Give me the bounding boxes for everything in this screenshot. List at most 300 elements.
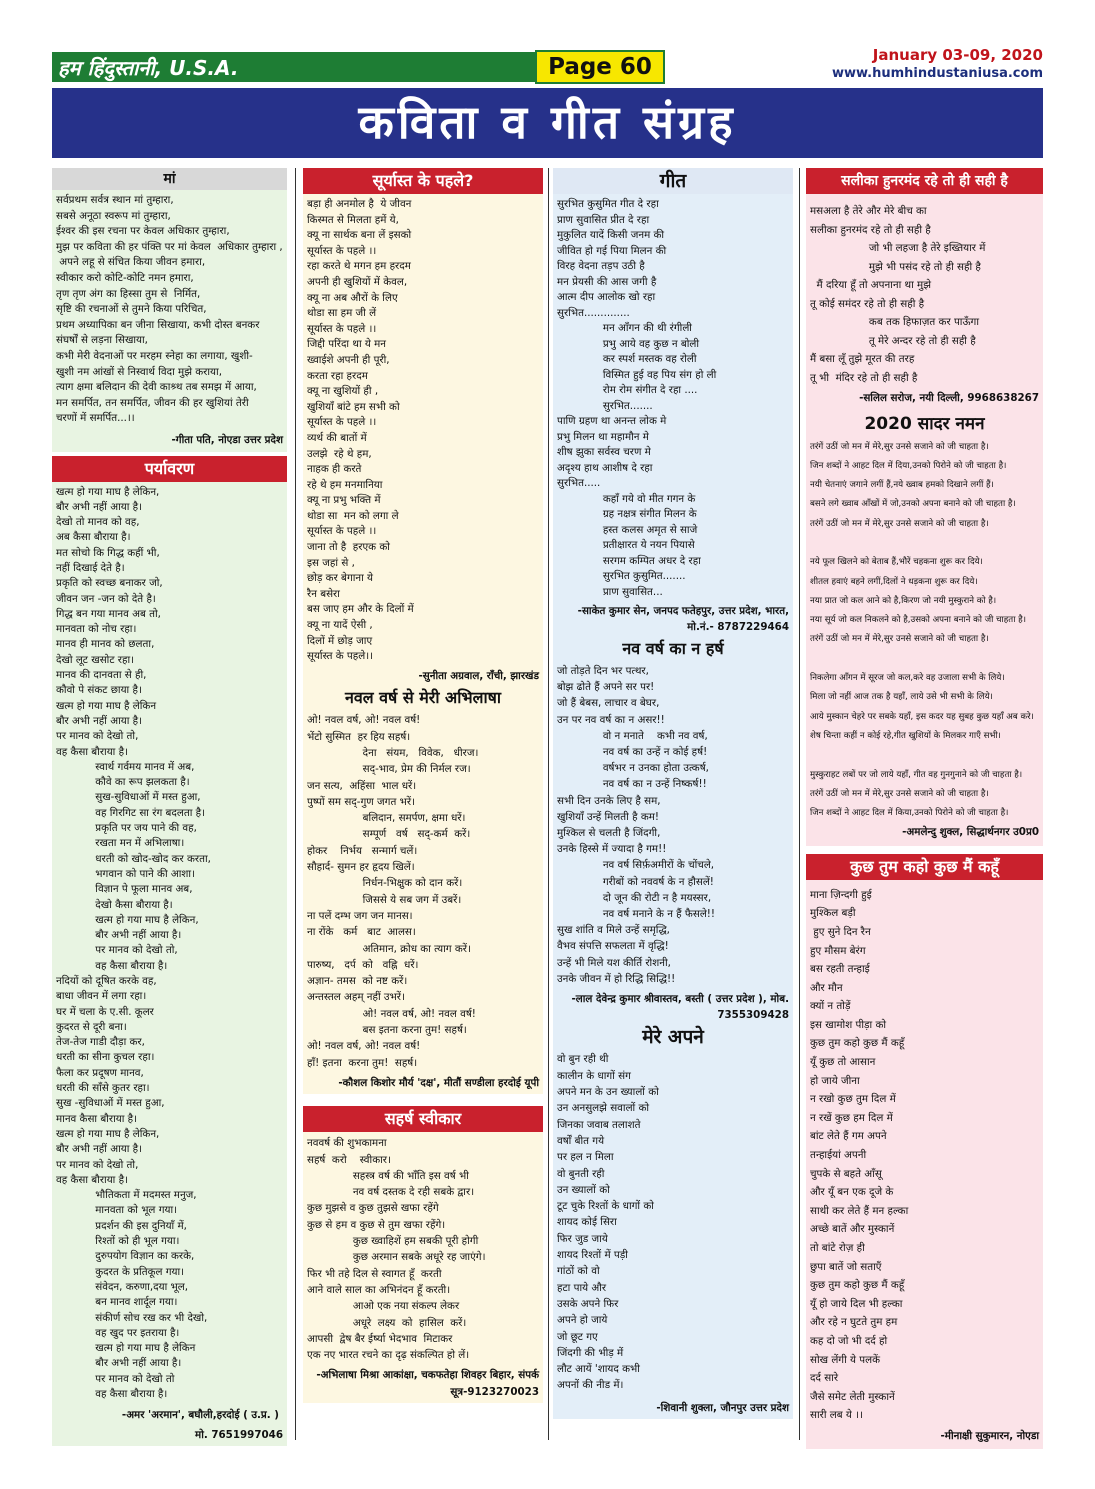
- poem-line: तू भी मंदिर रहे तो ही सही है: [810, 371, 918, 384]
- section-banner: [52, 88, 1043, 158]
- poem-line: तरंगें उठीं जो मन में मेरे,सुर उनसे सजाने को जी चाहता है।: [810, 788, 989, 799]
- poem-line: प्राण सुवासित...: [557, 585, 663, 598]
- poem-signature: -सुनीता अग्रवाल, राँची, झारखंड: [418, 669, 539, 682]
- poem-line: तेज-तेज गाडी दौड़ा कर,: [56, 1036, 145, 1049]
- poem-line: मुश्किल से चलती है जिंदगी,: [557, 827, 661, 840]
- poem-signature: -अमर 'अरमान', बघौली,हरदोई ( उ.प्र. ): [121, 1409, 279, 1422]
- poem-line: मन समर्पित, तन समर्पित, जीवन की हर खुशियां तेरी: [56, 396, 249, 409]
- poem-line: अपने हो जाये: [557, 1314, 608, 1327]
- poem-line: उलझे रहे थे हम,: [307, 447, 372, 460]
- poem-line: वर्षों बीत गये: [557, 1134, 605, 1147]
- poem-line: बड़ा ही अनमोल है ये जीवन: [307, 198, 412, 210]
- poem-lines: [307, 1135, 539, 1363]
- poem-line: हटा पाये और: [557, 1281, 607, 1294]
- page-number: Page 60: [548, 54, 652, 80]
- poem-line: संवेदन, करुणा,दया भूल,: [56, 1280, 189, 1293]
- poem-line: बांट लेते हैं गम अपने: [810, 1130, 887, 1143]
- poem-line: शायद कोई सिरा: [557, 1216, 617, 1229]
- poem-line: वह खुद पर इतराया है।: [56, 1326, 180, 1339]
- poem-line: प्रदर्शन की इस दुनियाँ में,: [56, 1219, 187, 1232]
- poem-line: गांठों को वो: [557, 1265, 600, 1278]
- poem-line: जीवित हो गई पिया मिलन की: [557, 244, 667, 257]
- poem-line: तरंगें उठीं जो मन में मेरे,सुर उनसे सजाने को जी चाहता है।: [810, 441, 989, 452]
- poem-line: ग्रह नक्षत्र संगीत मिलन के: [557, 508, 697, 520]
- poem-line: उन्हें भी मिले यश कीर्ति रोशनी,: [557, 956, 671, 969]
- poem-line: स्वीकार करो कोटि-कोटि नमन हमारा,: [56, 271, 194, 284]
- poem-line: आये मुस्कान चेहरे पर सबके यहाँ, इस कदर यह सुबह कुछ यहाँ अब करे।: [810, 711, 1034, 722]
- poem-line: फिर भी तहे दिल से स्वागत हूँ करती: [307, 1267, 442, 1280]
- poem-line: उनके जीवन में हो रिद्धि सिद्धि!!: [557, 972, 676, 985]
- poem-line: जो हैं बेबस, लाचार व बेघर,: [557, 697, 660, 710]
- poem-line: क्यों न तोड़ें: [810, 1000, 851, 1013]
- poem-lines: [307, 712, 539, 1071]
- poem-saleeka: [806, 194, 1043, 411]
- poem-signature: -साकेत कुमार सेन, जनपद फतेहपुर, उत्तर प्रदेश, भारत, मो.नं.- 8787229464: [577, 605, 789, 633]
- poem-line: न रखो कुछ तुम दिल में: [810, 1093, 896, 1106]
- poem-line: शीष झुका सर्वस्व चरण मे: [557, 446, 651, 458]
- poem-line: उन पर नव वर्ष का न असर!!: [557, 713, 665, 726]
- poem-line: उनके हिस्से में ज्यादा है गम!!: [557, 843, 667, 856]
- poem-line: सुख -सुविधाओं में मस्त हुआ,: [56, 1097, 165, 1110]
- poem-line: मैं दरिया हूँ तो अपनाना था मुझे: [810, 279, 931, 291]
- poem-line: मुस्कुराहट लबों पर जो लाये यहाँ, गीत वह गुनगुनाने को जी चाहता है।: [810, 769, 1023, 780]
- poem-line: प्रभु आये वह कुछ न बोली: [557, 337, 700, 350]
- poem-line: पाणि ग्रहण था अनन्त लोक मे: [557, 415, 667, 427]
- poem-line: सुरभित.......: [557, 399, 653, 412]
- poem-line: क्यू ना प्रभु भक्ति में: [307, 494, 381, 507]
- poem-signature: -गीता पति, नोएडा उत्तर प्रदेश: [171, 433, 283, 446]
- poem-saharsh: [303, 1132, 543, 1403]
- poem-line: फैला कर प्रदूषण मानव,: [56, 1066, 144, 1079]
- poem-geet: [553, 194, 793, 638]
- poem-line: कौवे का रूप झलकता है।: [56, 776, 190, 789]
- poem-line: मानव ही मानव को छलता,: [56, 638, 155, 651]
- poem-line: जिंदगी की भीड़ में: [557, 1346, 624, 1359]
- poem-line: बस जाए हम और के दिलों में: [307, 603, 414, 616]
- poem-line: उन ख्यालों को: [557, 1183, 610, 1196]
- poem-line: तरंगें उठीं जो मन में मेरे,सुर उनसे सजाने को जी चाहता है।: [810, 634, 989, 645]
- poem-line: प्रकृति को स्वच्छ बनाकर जो,: [56, 577, 163, 590]
- poem-line: सर्वप्रथम सर्वत्र स्थान मां तुम्हारा,: [56, 194, 174, 206]
- poem-line: खत्म हो गया माघ है लेकिन,: [56, 485, 160, 498]
- poem-line: आत्म दीप आलोक खो रहा: [557, 291, 656, 303]
- poem-title-naman: 2020 सादर नमन: [806, 411, 1043, 435]
- poem-line: मुकुलित यादें किसी जनम की: [557, 229, 665, 241]
- poem-line: अच्छे बातें और मुस्कानें: [810, 1223, 895, 1236]
- poem-line: देखो तो मानव को वह,: [56, 516, 140, 529]
- poem-line: जिनका जवाब तलाशते: [557, 1118, 641, 1131]
- poem-line: सूर्यास्त के पहले ।।: [307, 322, 377, 335]
- poem-line: तो बांटे रोज़ ही: [810, 1242, 865, 1255]
- poem-line: और यूँ बन एक दूजे के: [810, 1186, 894, 1199]
- poem-line: विरह वेदना तड़प उठी है: [557, 260, 645, 272]
- poem-line: बौर अभी नहीं आया है।: [56, 1357, 182, 1370]
- poem-line: कुछ तुम कहो कुछ मैं कहूँ: [810, 1279, 905, 1292]
- poem-maa: [52, 190, 287, 452]
- poem-line: मुझे भी पसंद रहे तो ही सही है: [810, 260, 981, 273]
- poem-line: बोझ ढोते हैं अपने सर पर!: [557, 681, 655, 694]
- poem-line: न रखें कुछ हम दिल में: [810, 1111, 893, 1124]
- poem-line: पर मानव को देखो तो,: [56, 944, 178, 957]
- poem-line: हुए सुने दिन रैन: [810, 925, 871, 938]
- poem-line: भौतिकता में मदमस्त मनुज,: [56, 1189, 197, 1202]
- poem-line: शेष चिन्ता कहीं न कोई रहे,गीत खुशियों के मिलकर गाएँ सभी।: [810, 730, 1001, 741]
- poem-line: वैभव संपत्ति सफलता में वृद्धि!: [557, 940, 669, 953]
- poem-phone: मो. 7651997046: [195, 1428, 283, 1441]
- poem-line: क्यू ना यादें ऐसी ,: [307, 619, 373, 632]
- poem-line: कुदरत से दूरी बना।: [56, 1020, 127, 1033]
- poem-line: ओ! नवल वर्ष, ओ! नवल वर्ष!: [307, 1007, 476, 1020]
- poem-line: साथी कर लेते हैं मन हल्का: [810, 1204, 909, 1217]
- poem-line: नया सूर्य जो कल निकलने को है,उसको अपना बनाने को जी चाहता है।: [810, 615, 1026, 626]
- poem-naman: [806, 435, 1043, 846]
- poem-line: यूँ हो जाये दिल भी हल्का: [810, 1297, 903, 1310]
- poem-line: भगवान को पाने की आशा।: [56, 867, 195, 880]
- poem-line: जो छूट गए: [557, 1330, 598, 1343]
- poem-line: नव वर्ष का न उन्हें निष्कर्ष!!: [557, 778, 707, 791]
- poem-lines: [56, 485, 283, 1403]
- poem-line: धरती की साँसे कुतर रहा।: [56, 1082, 150, 1095]
- poem-line: शीतल हवाएं बहने लगीं,दिलों ने धड़कना शुरू कर दिये।: [810, 576, 978, 587]
- poem-line: सुख-सुविधाओं में मस्त हुआ,: [56, 791, 201, 804]
- poem-line: व्यर्थ की बातों में: [307, 431, 367, 444]
- poem-line: नदियों को दूषित करके वह,: [56, 975, 157, 987]
- poem-line: अज्ञान- तमस को नष्ट करें।: [307, 975, 408, 988]
- poem-line: आपसी द्वेष बैर ईर्ष्या भेदभाव मिटाकर: [307, 1332, 453, 1345]
- poem-line: रोम रोम संगीत दे रहा ....: [557, 384, 698, 396]
- column-divider: [799, 168, 800, 1440]
- page-number-box: [535, 50, 665, 84]
- poem-line: जैसे समेट लेती मुस्कानें: [810, 1390, 895, 1403]
- poem-line: [810, 746, 1039, 765]
- poem-line: यूँ कुछ तो आसान: [810, 1056, 876, 1069]
- poem-line: प्रतीक्षारत ये नयन पियासे: [557, 539, 695, 551]
- poem-line: वर्षभर न उनका होता उत्कर्ष,: [557, 762, 709, 775]
- poem-line: खुशी नम आंखों से निस्वार्थ विदा मुझे कराया,: [56, 365, 222, 378]
- poem-line: अपने लहू से संचित किया जीवन हमारा,: [56, 256, 206, 269]
- poem-line: रहे थे हम मनमानिया: [307, 478, 383, 491]
- poem-title-geet: गीत: [553, 168, 793, 194]
- poem-line: नववर्ष की शुभकामना: [307, 1137, 387, 1150]
- column-2: [303, 168, 543, 1403]
- poem-signature: -शिवानी शुक्ला, जौनपुर उत्तर प्रदेश: [656, 1401, 789, 1414]
- poem-line: विज्ञान पे फूला मानव अब,: [56, 883, 193, 896]
- poem-line: सुख शांति व मिले उन्हें समृद्धि,: [557, 924, 670, 937]
- poem-line: नव वर्ष का उन्हें न कोई हर्ष!: [557, 746, 708, 759]
- poem-line: ना पलें दम्भ जग जन मानस।: [307, 909, 413, 922]
- poem-line: हाँ! इतना करना तुम! सहर्ष।: [307, 1056, 418, 1069]
- poem-kuchtum: [806, 880, 1043, 1449]
- poem-line: मानव की दानवता से ही,: [56, 669, 147, 682]
- poem-line: कह दो जो भी दर्द हो: [810, 1334, 888, 1347]
- poem-line: चरणों में समर्पित...।।: [56, 412, 135, 425]
- poem-line: कुदरत के प्रतिकूल गया।: [56, 1265, 185, 1278]
- poem-line: माना ज़िन्दगी हुई: [810, 888, 872, 901]
- poem-line: मत सोचो कि गिद्ध कहीं भी,: [56, 546, 160, 559]
- poem-line: नये फूल खिलने को बेताब हैं,भौरें चहकना शुरू कर दिये।: [810, 557, 983, 568]
- poem-line: और रहे न घुटते तुम हम: [810, 1316, 898, 1329]
- column-4: [806, 168, 1043, 1449]
- poem-line: सद्-भाव, प्रेम की निर्मल रज।: [307, 763, 471, 776]
- poem-line: आने वाले साल का अभिनंदन हूँ करती।: [307, 1283, 451, 1296]
- poem-line: [810, 650, 1039, 669]
- poem-line: [810, 534, 1039, 553]
- poem-line: धरती को खोद-खोद कर करता,: [56, 852, 211, 865]
- poem-line: सोख लेंगी ये पलकें: [810, 1353, 881, 1366]
- poem-line: नया प्रात जो कल आने को है,किरण जो नयी मुस्कुराने को है।: [810, 595, 997, 606]
- poem-title-navvarsh: नव वर्ष का न हर्ष: [553, 638, 793, 660]
- poem-line: और मौन: [810, 981, 843, 994]
- poem-line: सलीका हुनरमंद रहे तो ही सही है: [810, 223, 931, 236]
- poem-line: सरगम कम्पित अधर दे रहा: [557, 554, 701, 567]
- poem-title-naval: नवल वर्ष से मेरी अभिलाषा: [303, 687, 543, 709]
- poem-line: सहर्ष करो स्वीकार।: [307, 1153, 391, 1166]
- poem-line: नहीं दिखाई देते है।: [56, 561, 125, 574]
- poem-line: सौहार्द- सुमन हर हृदय खिलें।: [307, 861, 415, 874]
- poem-line: पर मानव को देखो तो,: [56, 1158, 139, 1171]
- poem-line: सम्पूर्ण वर्ष सद्-कर्म करें।: [307, 828, 471, 841]
- poem-line: रखता मन में अभिलाषा।: [56, 837, 185, 850]
- poem-signature: -सलिल सरोज, नयी दिल्ली, 9968638267: [859, 392, 1039, 404]
- poem-line: अब कैसा बौराया है।: [56, 531, 131, 544]
- poem-line: इस खामोश पीड़ा को: [810, 1018, 887, 1031]
- poem-line: देखो लूट खसोट रहा।: [56, 653, 135, 666]
- poem-line: जिससे ये सब जग में उबरें।: [307, 893, 462, 906]
- poem-line: तृण तृण अंग का हिस्सा तुम से निर्मित,: [56, 287, 201, 300]
- poem-line: इस जहां से ,: [307, 556, 355, 569]
- poem-signature: -अभिलाषा मिश्रा आकांक्षा, चकफतेहा शिवहर बिहार, संपर्क सूत्र-9123270023: [316, 1369, 539, 1398]
- poem-line: संकीर्ण सोच रख कर भी देखो,: [56, 1311, 208, 1324]
- poem-line: थोडा सा हम जी लें: [307, 307, 377, 320]
- website-link[interactable]: www.humhindustaniusa.com: [831, 66, 1043, 81]
- poem-line: वो बुन रही थी: [557, 1053, 609, 1066]
- poem-line: जीवन जन -जन को देते है।: [56, 592, 156, 605]
- poem-line: दिलों में छोड़ जाए: [307, 634, 373, 647]
- poem-line: देखो कैसा बौराया है।: [56, 898, 173, 911]
- poem-line: मैं बसा लूँ तुझे मूरत की तरह: [810, 353, 915, 365]
- poem-line: कुछ अरमान सबके अधूरे रह जाएंगे।: [307, 1251, 486, 1264]
- poem-line: सुरभित कुसुमित गीत दे रहा: [557, 198, 659, 210]
- poem-line: सभी दिन उनके लिए है सम,: [557, 794, 661, 807]
- poem-line: मन आँगन की थी रंगीली: [557, 322, 692, 334]
- poem-suryast: [303, 194, 543, 687]
- poem-line: चुपके से बहते आँसू: [810, 1167, 882, 1180]
- poem-line: क्यू ना खुशियों ही ,: [307, 385, 379, 398]
- poem-line: सुरभित..............: [557, 306, 630, 319]
- poem-lines: [557, 197, 789, 600]
- poem-title-paryavaran: पर्यावरण: [52, 456, 287, 482]
- banner-title: कविता व गीत संग्रह: [358, 95, 737, 149]
- poem-line: कुछ मुझसे व कुछ तुझसे खफा रहेंगे: [307, 1202, 439, 1215]
- poem-line: सुरभित कुसुमित.......: [557, 570, 686, 582]
- poem-line: उन अनसुलझे सवालों को: [557, 1102, 650, 1115]
- poem-line: अपनों की नीड में।: [557, 1379, 624, 1392]
- poem-signature: -अमलेन्दु शुक्ल, सिद्धार्थनगर उ0प्र0: [902, 826, 1039, 839]
- poem-line: देना संयम, विवेक, धीरज।: [307, 747, 479, 759]
- poem-line: मिला जो नहीं आज तक है यहाँ, लाये उसे भी सभी के लिये।: [810, 692, 993, 703]
- poem-line: ख्वाईशे अपनी ही पूरी,: [307, 353, 390, 366]
- poem-line: कालीन के धागों संग: [557, 1069, 631, 1082]
- poem-line: सारी लब ये ।।: [810, 1409, 863, 1422]
- poem-line: तन्हाईयां अपनी: [810, 1149, 867, 1162]
- poem-line: कुछ ख्वाहिशें हम सबकी पूरी होगी: [307, 1235, 479, 1248]
- poem-line: करता रहा हरदम: [307, 369, 368, 382]
- poem-line: तरंगें उठीं जो मन में मेरे,सुर उनसे सजाने को जी चाहता है।: [810, 518, 989, 529]
- poem-line: ना रोंके कर्म बाट आलस।: [307, 926, 416, 939]
- poem-line: नव वर्ष सिर्फ़अमीरों के चोंचले,: [557, 859, 715, 872]
- poem-line: सूर्यास्त के पहले ।।: [307, 416, 377, 429]
- poem-line: होकर निर्भय सन्मार्ग चलें।: [307, 844, 418, 857]
- poem-line: मुश्किल बड़ी: [810, 907, 856, 920]
- poem-line: छोड़ कर बेगाना ये: [307, 572, 374, 585]
- poem-line: प्रकृति पर जय पाने की वह,: [56, 822, 197, 835]
- poem-line: कभी मेरी वेदनाओं पर मरहम स्नेहा का लगाया, खुशी-: [56, 349, 253, 362]
- poem-signature: -मीनाक्षी सुकुमारन, नोएडा: [940, 1429, 1039, 1442]
- poem-line: सहस्त्र वर्ष की भाँति इस वर्ष भी: [307, 1169, 469, 1182]
- poem-line: क्यू ना सार्थक बना लें इसको: [307, 229, 412, 242]
- poem-line: कर स्पर्श मस्तक वह रोली: [557, 353, 697, 365]
- poem-line: धरती का सीना कुचल रहा।: [56, 1051, 155, 1064]
- poem-title-saleeka: सलीका हुनरमंद रहे तो ही सही है: [806, 168, 1043, 194]
- poem-line: दर्द सारे: [810, 1372, 839, 1385]
- poem-line: नव वर्ष मनाने के न हैं फैसले!!: [557, 908, 716, 921]
- poem-signature: -लाल देवेन्द्र कुमार श्रीवास्तव, बस्ती ( उत्तर प्रदेश ), मोब. 7355309428: [571, 993, 789, 1022]
- poem-line: उसके अपने फिर: [557, 1297, 619, 1310]
- poem-title-mereapne: मेरे अपने: [553, 1026, 793, 1048]
- poem-lines: [810, 886, 1039, 1425]
- poem-line: एक नए भारत रचने का दृढ़ संकल्पित हो लें।: [307, 1349, 470, 1362]
- poem-signature: -कौशल किशोर मौर्य 'दक्ष', मीतौं सण्डीला हरदोई यूपी: [338, 1076, 539, 1089]
- poem-line: वह कैसा बौराया है।: [56, 1388, 168, 1401]
- poem-line: खुशियाँ बांटे हम सभी को: [307, 400, 400, 413]
- poem-line: मन प्रेयसी की आस जगी है: [557, 275, 657, 288]
- poem-lines: [810, 202, 1039, 387]
- poem-line: शायद रिश्तों में पड़ी: [557, 1249, 628, 1262]
- poem-line: पारुष्य, दर्प को वह्नि धरें।: [307, 958, 419, 971]
- poem-lines: [810, 438, 1039, 824]
- poem-line: सुरभित.....: [557, 477, 601, 489]
- poem-line: वो बुनती रही: [557, 1167, 605, 1180]
- poem-line: ईश्वर की इस रचना पर केवल अधिकार तुम्हारा,: [56, 225, 230, 238]
- poem-line: भेंटो सुस्मित हर हिय सहर्ष।: [307, 730, 411, 743]
- poem-line: पर मानव को देखो तो: [56, 1372, 175, 1385]
- poem-line: अपने मन के उन ख्यालों को: [557, 1086, 659, 1099]
- poem-line: विस्मित हुई वह पिय संग हो ली: [557, 368, 717, 381]
- poem-lines: [557, 663, 789, 987]
- poem-line: मानवता को भूल गया।: [56, 1204, 178, 1217]
- poem-line: सबसे अनूठा स्वरूप मां तुम्हारा,: [56, 209, 171, 222]
- poem-title-saharsh: सहर्ष स्वीकार: [303, 1106, 543, 1132]
- poem-line: निकलेगा आँगन में सूरज जो कल,करे वह उजाला सभी के लिये।: [810, 673, 1005, 684]
- poem-line: मानवता को नोच रहा।: [56, 623, 137, 636]
- poem-line: जिन शब्दों ने आहट दिल में किया,उनको पिरोने को जी चाहता है।: [810, 808, 1009, 819]
- poem-line: दो जून की रोटी न है मयस्सर,: [557, 891, 712, 904]
- poem-line: खत्म हो गया माघ है लेकिन: [56, 699, 157, 712]
- poem-line: ओ! नवल वर्ष, ओ! नवल वर्ष!: [307, 714, 421, 727]
- column-divider: [295, 168, 296, 1440]
- poem-line: बौर अभी नहीं आया है।: [56, 500, 143, 513]
- poem-line: अन्तस्तल अहम् नहीं उभरें।: [307, 991, 405, 1004]
- poem-line: वो न मनाते कभी नव वर्ष,: [557, 729, 708, 742]
- poem-line: निर्धन-भिक्षुक को दान करें।: [307, 877, 463, 890]
- poem-line: टूट चुके रिश्तों के धागों को: [557, 1200, 654, 1213]
- poem-line: नव वर्ष दस्तक दे रही सबके द्वार।: [307, 1186, 475, 1199]
- poem-line: थोडा सा मन को लगा ले: [307, 509, 399, 522]
- poem-line: स्वार्थ गर्वमय मानव में अब,: [56, 760, 195, 773]
- poem-line: गिद्ध बन गया मानव अब तो,: [56, 607, 161, 620]
- poem-line: गरीबों को नववर्ष के न हौसलें!: [557, 875, 714, 888]
- poem-lines: [56, 193, 283, 427]
- poem-line: हो जाये जीना: [810, 1074, 860, 1087]
- poem-title-suryast: सूर्यास्त के पहले?: [303, 168, 543, 194]
- poem-line: जाना तो है हरएक को: [307, 541, 390, 554]
- poem-line: बस रहती तन्हाई: [810, 963, 870, 976]
- poem-line: वह कैसा बौराया है।: [56, 1173, 128, 1186]
- poem-line: सूर्यास्त के पहले ।।: [307, 244, 377, 257]
- poem-line: जिद्दी परिंदा था ये मन: [307, 338, 387, 351]
- poem-line: बाधा जीवन में लगा रहा।: [56, 990, 147, 1003]
- poem-line: बसने लगे ख्वाब आँखों में जो,उनको अपना बनाने को जी चाहता है।: [810, 499, 1016, 510]
- poem-line: दुरुपयोग विज्ञान का करके,: [56, 1250, 195, 1263]
- poem-line: प्रथम अध्यापिका बन जीना सिखाया, कभी दोस्त बनकर: [56, 318, 260, 331]
- poem-title-kuchtum: कुछ तुम कहो कुछ मैं कहूँ: [806, 854, 1043, 880]
- poem-line: वह कैसा बौराया है।: [56, 745, 128, 758]
- poem-naval: [303, 709, 543, 1094]
- poem-line: नयी चेतनाएं जगाने लगीं हैं,नये ख्वाब हमको दिखाने लगीं हैं।: [810, 480, 994, 491]
- poem-line: ओ! नवल वर्ष, ओ! नवल वर्ष!: [307, 1040, 421, 1053]
- poem-line: हस्त कलस अमृत से साजे: [557, 523, 698, 536]
- poem-line: फिर जुड जाये: [557, 1232, 608, 1245]
- poem-lines: [557, 1051, 789, 1393]
- poem-line: आओ एक नया संकल्प लेकर: [307, 1300, 460, 1313]
- column-3: [553, 168, 793, 1419]
- poem-line: बौर अभी नहीं आया है।: [56, 929, 182, 942]
- poem-line: प्राण सुवासित प्रीत दे रहा: [557, 213, 650, 226]
- poem-line: नाहक ही करते: [307, 463, 362, 476]
- poem-line: सूर्यास्त के पहले।।: [307, 650, 374, 663]
- poem-line: खुशियाँ उन्हें मिलती है कम!: [557, 810, 660, 823]
- poem-line: वह कैसा बौराया है।: [56, 959, 168, 972]
- masthead-title: हम हिंदुस्तानी, U.S.A.: [58, 56, 239, 80]
- poem-line: तू मेरे अन्दर रहे तो ही सही है: [810, 334, 976, 347]
- poem-line: मानव कैसा बौराया है।: [56, 1112, 138, 1125]
- poem-line: अतिमान, क्रोध का त्याग करें।: [307, 942, 471, 955]
- poem-line: तू कोई समंदर रहे तो ही सही है: [810, 297, 925, 310]
- poem-line: हुए मौसम बेरंग: [810, 944, 866, 957]
- masthead-bar: [52, 52, 552, 82]
- poem-line: मुझ पर कविता की हर पंक्ति पर मां केवल अधिकार तुम्हारा ,: [56, 240, 283, 253]
- poem-line: कहाँ गये वो मीत गगन के: [557, 492, 696, 505]
- poem-line: खत्म हो गया माघ है लेकिन: [56, 1342, 196, 1355]
- poem-line: मसअला है तेरे और मेरे बीच का: [810, 205, 927, 217]
- poem-line: बन मानव शार्दूल गया।: [56, 1296, 178, 1309]
- poem-line: वह गिरगिट सा रंग बदलता है।: [56, 806, 206, 819]
- poem-line: कुछ तुम कहो कुछ मैं कहूँ: [810, 1037, 905, 1050]
- poem-line: रैन बसेरा: [307, 587, 340, 600]
- poem-line: लौट आयें 'शायद कभी: [557, 1363, 640, 1376]
- poem-line: बस इतना करना तुम! सहर्ष।: [307, 1024, 467, 1037]
- poem-line: खत्म हो गया माघ है लेकिन,: [56, 913, 199, 926]
- poem-line: पर मानव को देखो तो,: [56, 730, 139, 743]
- poem-lines: [307, 197, 539, 665]
- poem-line: क्यू ना अब औरों के लिए: [307, 291, 398, 304]
- poem-line: किस्मत से मिलता हमें ये,: [307, 213, 399, 226]
- poem-line: खत्म हो गया माघ है लेकिन,: [56, 1127, 160, 1140]
- column-divider: [548, 168, 549, 1440]
- poem-line: बौर अभी नहीं आया है।: [56, 1143, 143, 1156]
- poem-paryavaran: [52, 482, 287, 1446]
- column-1: [52, 168, 287, 1446]
